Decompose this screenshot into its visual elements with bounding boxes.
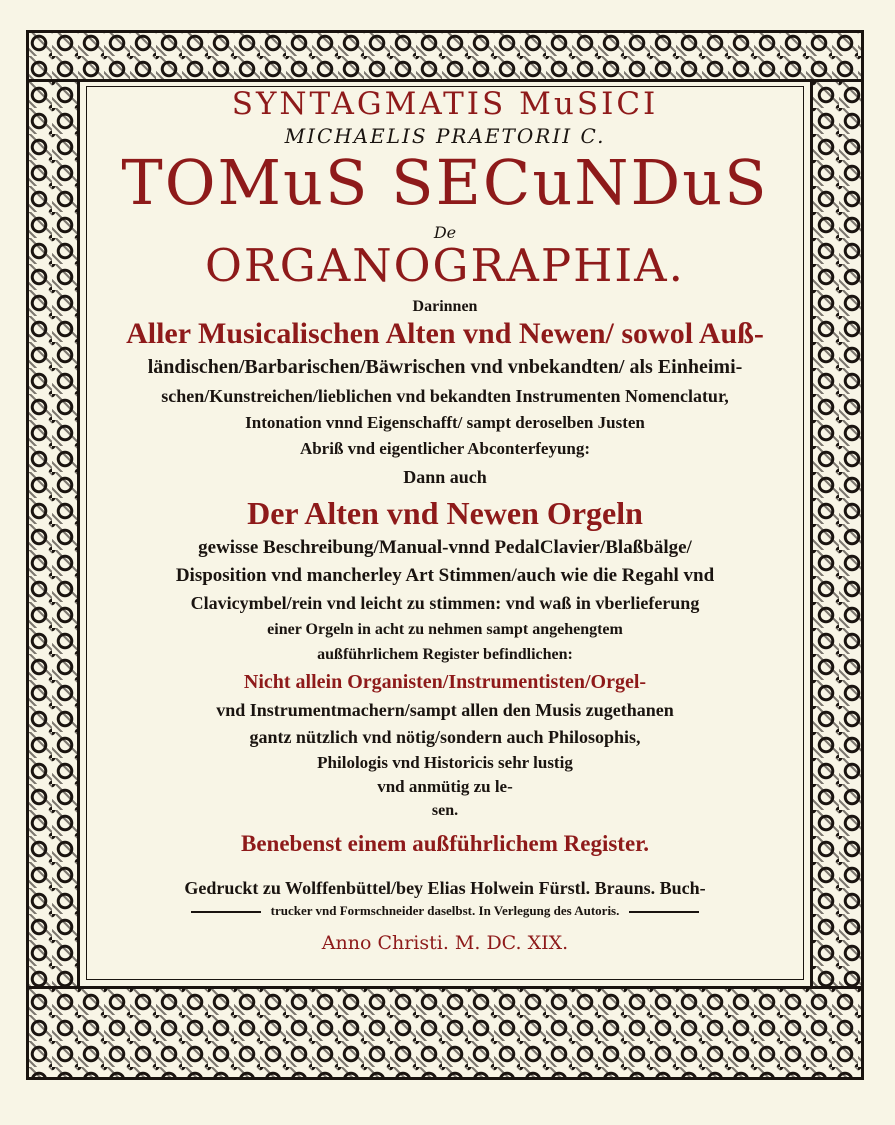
subtitle-line-1: Aller Musicalischen Alten vnd Newen/ sowol Auß-: [126, 317, 764, 350]
right-rule-ornament: [629, 911, 699, 913]
subtitle-line-5: Abriß vnd eigentlicher Abconterfeyung:: [299, 439, 591, 458]
title-text-block: [88, 84, 802, 980]
description-line-5: außführlichem Register befindlichen:: [317, 646, 573, 663]
description-line-4: einer Orgeln in acht zu nehmen sampt angehengtem: [267, 621, 623, 638]
left-rule-ornament: [191, 911, 261, 913]
dann-auch-line: Dann auch: [403, 467, 487, 487]
audience-line-1: Nicht allein Organisten/Instrumentisten/Orgel-: [243, 671, 647, 693]
date-line: Anno Christi. M. DC. XIX.: [321, 932, 569, 954]
audience-line-4: Philologis vnd Historicis sehr lustig: [317, 753, 573, 772]
darinnen-line: Darinnen: [412, 298, 478, 315]
subtitle-line-3: schen/Kunstreichen/lieblichen vnd bekandten Instrumenten Nomenclatur,: [161, 386, 729, 406]
description-line-1: gewisse Beschreibung/Manual-vnnd PedalClavier/Blaßbälge/: [198, 537, 692, 558]
audience-line-6: sen.: [431, 802, 459, 819]
author-line: MICHAELIS PRAETORII C.: [284, 124, 606, 148]
audience-line-5: vnd anmütig zu le-: [377, 777, 513, 796]
subtitle-line-2: ländischen/Barbarischen/Bäwrischen vnd vnbekandten/ als Einheimi-: [147, 356, 743, 378]
register-line: Benebenst einem außführlichem Register.: [240, 831, 649, 856]
volume-title: TOMuS SECuNDuS: [121, 146, 769, 219]
organ-heading: Der Alten vnd Newen Orgeln: [247, 495, 643, 531]
imprint-line-1: Gedruckt zu Wolffenbüttel/bey Elias Holwein Fürstl. Brauns. Buch-: [184, 878, 706, 898]
series-title: SYNTAGMATIS MuSICI: [231, 86, 659, 122]
audience-line-2: vnd Instrumentmachern/sampt allen den Musis zugethanen: [216, 700, 674, 720]
audience-line-3: gantz nützlich vnd nötig/sondern auch Philosophis,: [249, 727, 641, 747]
imprint-line-2-text: trucker vnd Formschneider daselbst. In Verlegung des Autoris.: [270, 903, 620, 918]
imprint-line-2: [88, 901, 802, 921]
main-title: ORGANOGRAPHIA.: [205, 239, 685, 292]
description-line-2: Disposition vnd mancherley Art Stimmen/auch wie die Regahl vnd: [175, 565, 715, 586]
description-line-3: Clavicymbel/rein vnd leicht zu stimmen: vnd waß in vberlieferung: [190, 593, 700, 613]
preposition-de: De: [433, 223, 457, 242]
subtitle-line-4: Intonation vnnd Eigenschafft/ sampt deroselben Justen: [245, 413, 645, 432]
